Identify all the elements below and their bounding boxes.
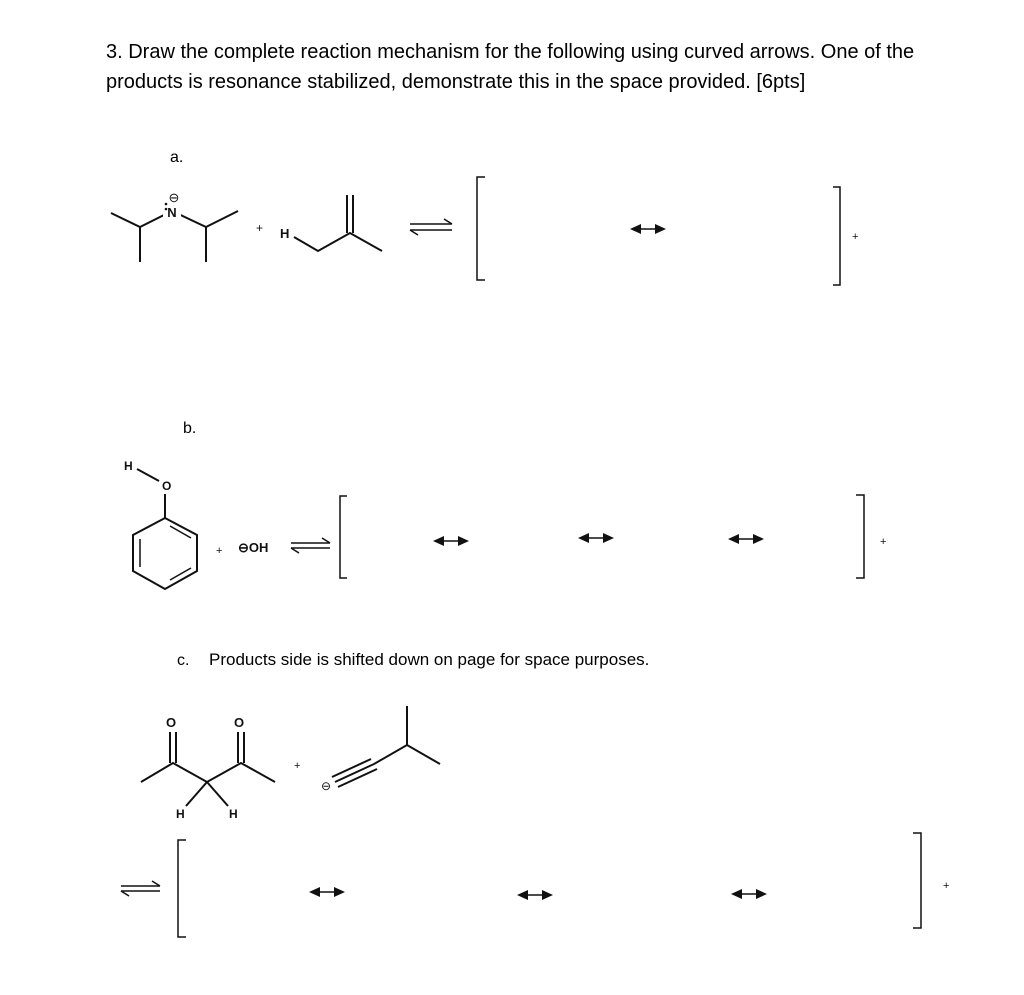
equilibrium-arrow-icon (291, 538, 330, 553)
resonance-arrow-icon (630, 224, 666, 234)
nitrogen-atom: N (167, 205, 177, 220)
plus-sign: + (943, 880, 950, 892)
part-b-label: b. (183, 420, 197, 437)
hydrogen-atom: H (280, 226, 290, 241)
plus-sign: + (256, 221, 264, 235)
part-a-amide-base (111, 190, 238, 262)
part-c-acetylide (321, 706, 440, 793)
hydrogen-atom: H (176, 807, 185, 821)
resonance-arrow-icon (731, 889, 767, 899)
negative-charge-icon: ⊖ (321, 779, 332, 793)
resonance-bracket-left (340, 496, 347, 578)
part-b-phenol (124, 459, 197, 589)
hydroxide-ion: ⊖OH (238, 540, 269, 555)
resonance-bracket-right (856, 495, 864, 578)
part-c-note: Products side is shifted down on page for space purposes. (209, 650, 650, 669)
resonance-bracket-right (833, 187, 840, 285)
resonance-arrow-icon (578, 533, 614, 543)
question-text: 3. Draw the complete reaction mechanism for the following using curved arrows. One of the products is resonance stabilized, demonstrate this in the space provided. [6pts] (106, 41, 915, 93)
resonance-bracket-right (913, 833, 921, 928)
equilibrium-arrow-icon (410, 219, 452, 235)
resonance-arrow-icon (517, 890, 553, 900)
plus-sign: + (294, 760, 301, 772)
resonance-bracket-left (477, 177, 485, 280)
plus-sign: + (880, 536, 887, 548)
oxygen-atom: O (162, 479, 172, 493)
part-a-ketone (280, 195, 382, 251)
plus-sign: + (852, 231, 859, 243)
hydrogen-atom: H (124, 459, 133, 473)
part-a-label: a. (170, 149, 184, 166)
negative-charge-icon: ⊖ (168, 190, 180, 205)
part-c-label: c. (177, 652, 190, 669)
resonance-bracket-left (178, 840, 186, 937)
oxygen-atom: O (234, 715, 245, 730)
oxygen-atom: O (166, 715, 177, 730)
part-c-diketone (141, 715, 275, 821)
resonance-arrow-icon (433, 536, 469, 546)
plus-sign: + (216, 545, 223, 557)
hydrogen-atom: H (229, 807, 238, 821)
resonance-arrow-icon (309, 887, 345, 897)
resonance-arrow-icon (728, 534, 764, 544)
equilibrium-arrow-icon (121, 881, 160, 896)
